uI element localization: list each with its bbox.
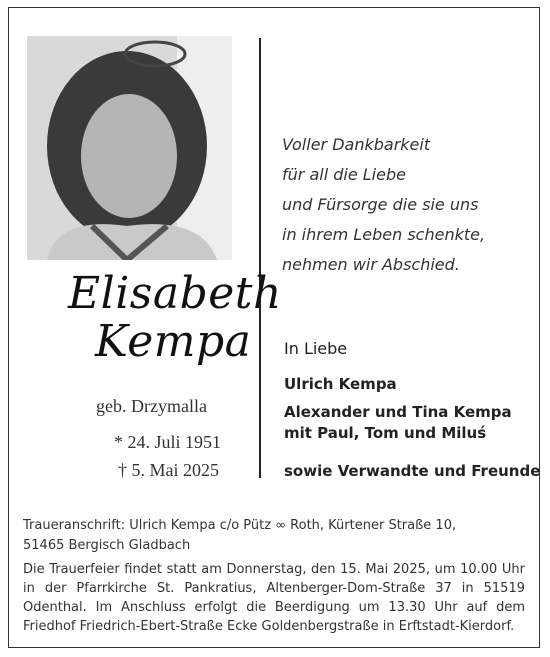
birth-date: * 24. Juli 1951 (114, 432, 222, 452)
in-liebe: In Liebe (284, 339, 348, 358)
death-date: † 5. Mai 2025 (118, 460, 219, 480)
quote-line: in ihrem Leben schenkte, (282, 225, 486, 244)
portrait-photo (27, 36, 232, 260)
quote-line: nehmen wir Abschied. (282, 255, 460, 274)
mourning-address-line2: 51465 Bergisch Gladbach (23, 538, 191, 553)
quote-line: Voller Dankbarkeit (282, 135, 431, 154)
first-name: Elisabeth (68, 268, 282, 319)
mourner-name: Alexander und Tina Kempa (284, 403, 512, 421)
birth-name: geb. Drzymalla (96, 396, 207, 416)
last-name: Kempa (95, 316, 252, 367)
mourner-name: mit Paul, Tom und Miluś (284, 424, 487, 442)
mourner-name: Ulrich Kempa (284, 375, 397, 393)
mourning-address-line1: Traueranschrift: Ulrich Kempa c/o Pütz ∞ Roth, Kürtener Straße 10, (23, 518, 457, 533)
vertical-divider (259, 38, 261, 478)
quote (282, 130, 485, 280)
quote-line: und Fürsorge die sie uns (282, 195, 479, 214)
mourner-name: sowie Verwandte und Freunde (284, 462, 541, 480)
quote-line: für all die Liebe (282, 165, 406, 184)
ceremony-info: Die Trauerfeier findet statt am Donnerstag, den 15. Mai 2025, um 10.00 Uhr in der Pfarrkirche St. Pankratius, Altenberger-Dom-Straße 37 in 51519 Odenthal. Im Anschluss erfolgt die Beerdigung um 13.30 Uhr auf dem Friedhof Friedrich-Ebert-Straße Ecke Goldenbergstraße in Erftstadt-Kierdorf. (23, 562, 525, 634)
